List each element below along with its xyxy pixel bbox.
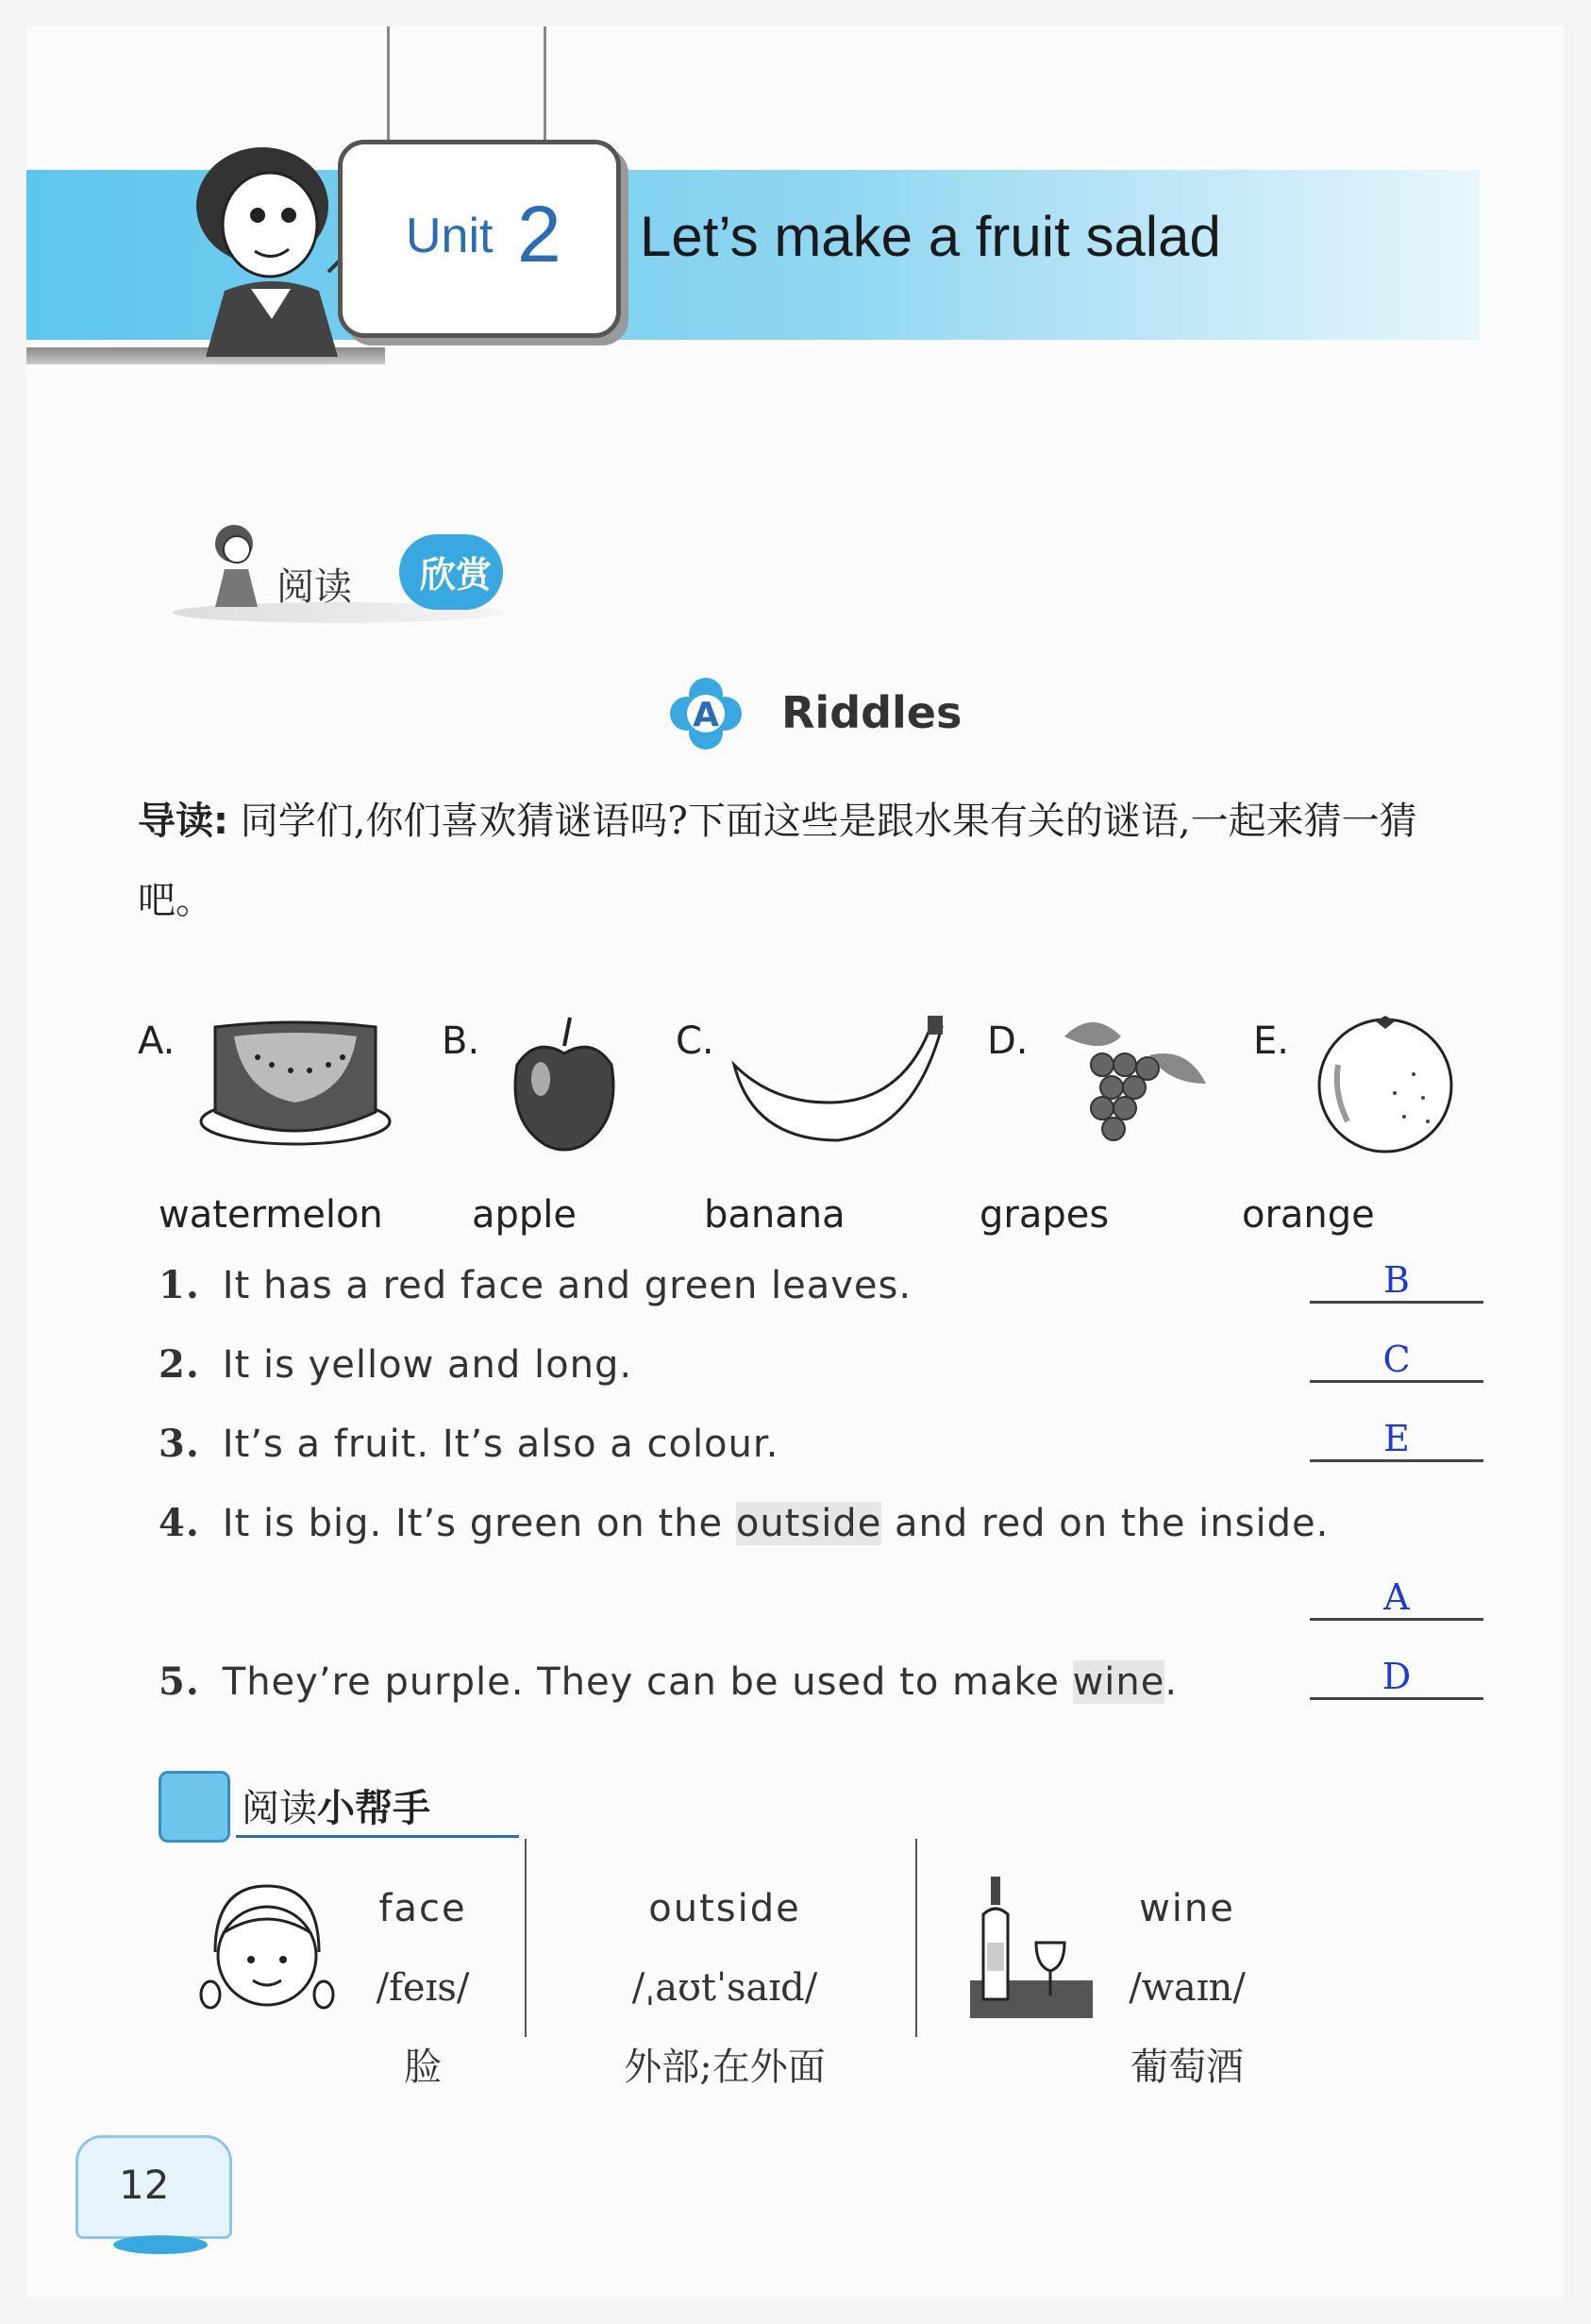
answer-text: B [1383, 1259, 1410, 1301]
unit-title: Let’s make a fruit salad [640, 205, 1221, 268]
answer-text: C [1382, 1339, 1411, 1380]
girl-face-icon [196, 1877, 338, 2018]
passage-marker-icon [668, 676, 744, 751]
question-text: . [1164, 1660, 1179, 1704]
fruit-letter: C. [676, 1019, 714, 1063]
vocab-meaning: 外部;在外面 [624, 2046, 826, 2089]
vocab-word: face [378, 1887, 467, 1930]
question-item [159, 1501, 1329, 1545]
helper-heading [159, 1771, 555, 1846]
fruit-name: watermelon [159, 1193, 383, 1237]
helper-title-b: 小帮手 [317, 1787, 430, 1830]
question-number: 5. [159, 1659, 200, 1704]
workbook-page [26, 26, 1565, 2298]
helper-underline [236, 1835, 519, 1838]
question-text: They’re purple. They can be used to make [222, 1660, 1073, 1704]
page-number: 12 [119, 2162, 170, 2208]
wine-bottle-icon [970, 1877, 1093, 2018]
fruit-letter: E. [1253, 1019, 1289, 1063]
question-text: It has a red face and green leaves. [222, 1264, 913, 1307]
fruit-letter: A. [138, 1019, 176, 1063]
question-text: It’s a fruit. It’s also a colour. [222, 1423, 779, 1466]
watermelon-icon [196, 1008, 394, 1159]
fruit-name: banana [704, 1193, 846, 1237]
vocab-phonetic: /feɪs/ [376, 1966, 470, 2010]
question-item [159, 1342, 632, 1387]
column-divider [915, 1839, 917, 2037]
question-number: 2. [159, 1342, 200, 1387]
orange-icon [1310, 1008, 1461, 1159]
question-item [159, 1263, 912, 1307]
vocab-phonetic: /ˌaʊtˈsaɪd/ [631, 1966, 818, 2010]
question-text: It is yellow and long. [222, 1343, 633, 1387]
question-text: It is big. It’s green on the [222, 1502, 736, 1545]
sign-rope [544, 26, 546, 159]
apple-icon [489, 1008, 640, 1159]
reader-girl-icon [192, 517, 276, 612]
vocab-word: outside [648, 1887, 801, 1930]
fruit-name: apple [472, 1193, 578, 1237]
vocab-entry [1102, 1869, 1272, 2107]
banana-icon [725, 1008, 951, 1159]
vocab-entry [347, 1869, 498, 2107]
fruit-name: orange [1242, 1193, 1375, 1237]
question-item [159, 1659, 1178, 1704]
helper-title [242, 1778, 430, 1832]
grapes-icon [1046, 1008, 1215, 1159]
answer-text: E [1383, 1418, 1410, 1459]
guide-paragraph [138, 782, 1478, 940]
unit-label: Unit [406, 209, 494, 263]
question-number: 4. [159, 1501, 200, 1545]
vocab-meaning: 葡萄酒 [1130, 2046, 1244, 2089]
fruit-letter: D. [987, 1019, 1029, 1063]
answer-text: A [1383, 1576, 1410, 1618]
vocab-word: wine [1139, 1887, 1235, 1930]
column-divider [525, 1839, 527, 2037]
section-title-a: 阅读 [276, 565, 352, 609]
guide-label: 导读: [138, 800, 228, 843]
question-text: and red on the inside. [881, 1502, 1330, 1545]
unit-number: 2 [517, 190, 561, 278]
fruit-letter: B. [442, 1019, 480, 1063]
passage-title: Riddles [781, 687, 963, 738]
passage-marker: A [693, 696, 719, 734]
question-number: 3. [159, 1422, 200, 1466]
answer-text: D [1382, 1656, 1412, 1697]
section-heading [173, 517, 512, 631]
fruit-name: grapes [980, 1193, 1110, 1237]
vocab-entry [583, 1869, 866, 2107]
page-number-stand [113, 2235, 208, 2254]
section-title-b: 欣赏 [420, 554, 493, 596]
question-number: 1. [159, 1263, 200, 1307]
vocab-meaning: 脸 [404, 2046, 442, 2089]
helper-title-a: 阅读 [242, 1787, 317, 1830]
question-item [159, 1422, 779, 1466]
vocab-phonetic: /waɪn/ [1129, 1966, 1246, 2010]
book-icon [159, 1771, 230, 1843]
highlighted-word: outside [735, 1502, 882, 1545]
highlighted-word: wine [1072, 1660, 1165, 1704]
guide-text: 同学们,你们喜欢猜谜语吗?下面这些是跟水果有关的谜语,一起来猜一猜吧。 [138, 800, 1417, 922]
